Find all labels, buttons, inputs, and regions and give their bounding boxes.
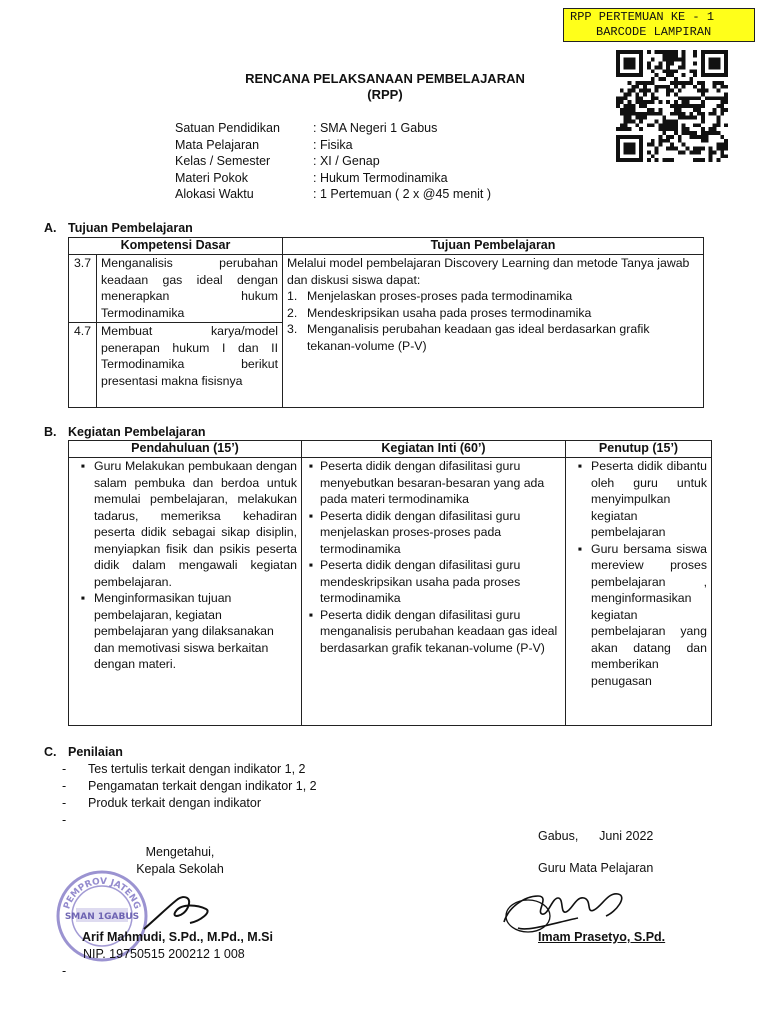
list-item: [62, 761, 317, 778]
identity-value: : 1 Pertemuan ( 2 x @45 menit ): [313, 187, 492, 201]
list-text: Tes tertulis terkait dengan indikator 1, 2: [88, 762, 306, 776]
list-text: Produk terkait dengan indikator: [88, 796, 262, 810]
rpp-badge: [563, 8, 755, 42]
list-number: 3.: [287, 322, 298, 336]
identity-key: Alokasi Waktu: [175, 187, 254, 201]
list-item: [569, 541, 707, 690]
section-title: Tujuan Pembelajaran: [68, 221, 193, 235]
list-text: Peserta didik dengan difasilitasi guru menganalisis perubahan keadaan gas ideal berdasarkan grafik tekanan-volume (P-V): [320, 607, 558, 655]
column-header: Tujuan Pembelajaran: [283, 238, 704, 255]
identity-key: Kelas / Semester: [175, 154, 271, 168]
identity-key: Satuan Pendidikan: [175, 121, 280, 135]
identity-value: : XI / Genap: [313, 154, 380, 168]
principal-signature-icon: [140, 885, 215, 935]
dash-icon: -: [62, 796, 67, 810]
kd-text: Menganalisis perubahan keadaan gas ideal dengan menerapkan hukum Termodinamika: [97, 255, 283, 323]
identity-row: [175, 186, 491, 203]
identity-key: Mata Pelajaran: [175, 137, 260, 152]
penutup-cell: [566, 458, 712, 726]
kd-text: Membuat karya/model penerapan hukum I dan II Termodinamika berikut presentasi makna fisisnya: [97, 323, 283, 408]
acknowledged-label: Mengetahui,: [145, 845, 215, 859]
principal-label: Kepala Sekolah: [136, 862, 224, 876]
bullet-icon: ▪: [308, 607, 314, 622]
section-title: Penilaian: [68, 745, 123, 759]
bullet-icon: ▪: [577, 459, 583, 473]
qr-code-icon: [614, 50, 730, 162]
list-item: [302, 607, 561, 657]
list-text: Peserta didik dengan difasilitasi guru mendeskripsikan usaha pada proses termodinamika: [320, 558, 521, 605]
section-number: B.: [44, 425, 57, 439]
document-subtitle: (RPP): [367, 87, 403, 102]
place-date: Gabus, Juni 2022: [538, 829, 654, 843]
section-b-heading: [44, 424, 206, 441]
section-number: A.: [44, 221, 57, 235]
list-item: [302, 508, 561, 558]
list-item: [287, 321, 699, 354]
list-item: [287, 288, 699, 305]
identity-block: [175, 120, 491, 203]
list-item: [72, 458, 297, 590]
list-text: Peserta didik dibantu oleh guru untuk menyimpulkan kegiatan pembelajaran: [591, 459, 707, 539]
identity-row: [175, 137, 491, 154]
list-item: [62, 795, 317, 812]
document-title: RENCANA PELAKSANAAN PEMBELAJARAN: [245, 71, 525, 86]
stamp-text-top: PEMPROV JATENG: [62, 876, 142, 911]
section-a-heading: [44, 220, 193, 237]
identity-value: : Hukum Termodinamika: [313, 170, 448, 185]
bullet-icon: ▪: [308, 558, 314, 572]
list-item: [302, 557, 561, 607]
list-text: Mendeskripsikan usaha pada proses termodinamika: [307, 305, 592, 320]
list-text: Peserta didik dengan difasilitasi guru menjelaskan proses-proses pada termodinamika: [320, 508, 521, 556]
activities-table: [68, 440, 712, 726]
section-c-heading: [44, 744, 123, 761]
identity-row: [175, 120, 491, 137]
list-text: Guru bersama siswa mereview proses pembelajaran , menginformasikan kegiatan pembelajaran yang akan datang dan memberikan penugasan: [591, 541, 707, 688]
principal-name: Arif Mahmudi, S.Pd., M.Pd., M.Si: [82, 930, 273, 944]
inti-cell: [302, 458, 566, 726]
column-header: Penutup (15’): [566, 441, 712, 458]
kd-number: 3.7: [69, 255, 97, 323]
objectives-intro: Melalui model pembelajaran Discovery Learning dan metode Tanya jawab dan diskusi siswa dapat:: [287, 256, 690, 287]
column-header: Kegiatan Inti (60’): [302, 441, 566, 458]
list-item: [302, 458, 561, 508]
list-item: [62, 778, 317, 795]
teacher-label: Guru Mata Pelajaran: [538, 861, 654, 875]
bullet-icon: ▪: [80, 591, 86, 605]
list-text: Peserta didik dengan difasilitasi guru menyebutkan besaran-besaran yang ada pada materi termodinamika: [320, 459, 545, 506]
list-item: [287, 305, 699, 322]
identity-row: [175, 153, 491, 170]
identity-value: : Fisika: [313, 137, 353, 152]
dash-icon: -: [62, 964, 67, 978]
dash-icon: -: [62, 813, 67, 827]
principal-nip: NIP. 19750515 200212 1 008: [83, 947, 245, 961]
objectives-list: [287, 288, 699, 354]
column-header: Pendahuluan (15’): [69, 441, 302, 458]
bullet-icon: ▪: [80, 459, 86, 473]
list-text: Menjelaskan proses-proses pada termodinamika: [307, 289, 573, 303]
pendahuluan-cell: [69, 458, 302, 726]
list-number: 1.: [287, 289, 298, 303]
stamp-text-mid: SMAN 1GABUS: [64, 912, 140, 922]
list-text: Pengamatan terkait dengan indikator 1, 2: [88, 779, 317, 793]
assessment-list: [62, 761, 317, 829]
bullet-icon: ▪: [308, 508, 314, 523]
bullet-icon: ▪: [308, 459, 314, 473]
list-item: [62, 812, 317, 829]
teacher-name: Imam Prasetyo, S.Pd.: [538, 930, 666, 944]
section-number: C.: [44, 745, 57, 759]
dash-icon: -: [62, 762, 67, 776]
list-text: Guru Melakukan pembukaan dengan salam pembuka dan berdoa untuk memulai pembelajaran, melakukan tadarus, memeriksa kehadiran peserta didik sebagai sikap disiplin, menyiapkan fisik dan psikis peserta didik dalam mengawali kegiatan pembelajaran.: [94, 459, 297, 589]
identity-value: : SMA Negeri 1 Gabus: [313, 121, 438, 135]
teacher-block: [538, 828, 653, 877]
identity-row: [175, 170, 491, 187]
bullet-icon: ▪: [577, 541, 583, 556]
section-title: Kegiatan Pembelajaran: [68, 425, 206, 439]
identity-key: Materi Pokok: [175, 170, 248, 185]
kd-number: 4.7: [69, 323, 97, 408]
objectives-table: [68, 237, 704, 408]
list-text: Menginformasikan tujuan pembelajaran, kegiatan pembelajaran yang dilaksanakan dan memotivasi siswa berkaitan dengan materi.: [94, 591, 274, 671]
badge-line-1: RPP PERTEMUAN KE - 1: [570, 10, 715, 24]
column-header: Kompetensi Dasar: [69, 238, 283, 255]
list-number: 2.: [287, 305, 298, 320]
list-item: [569, 458, 707, 541]
list-text: Menganalisis perubahan keadaan gas ideal berdasarkan grafik tekanan-volume (P-V): [307, 322, 650, 353]
dash-icon: -: [62, 779, 67, 793]
list-item: [72, 590, 297, 673]
objectives-cell: [283, 255, 704, 408]
badge-line-2: BARCODE LAMPIRAN: [596, 25, 712, 39]
